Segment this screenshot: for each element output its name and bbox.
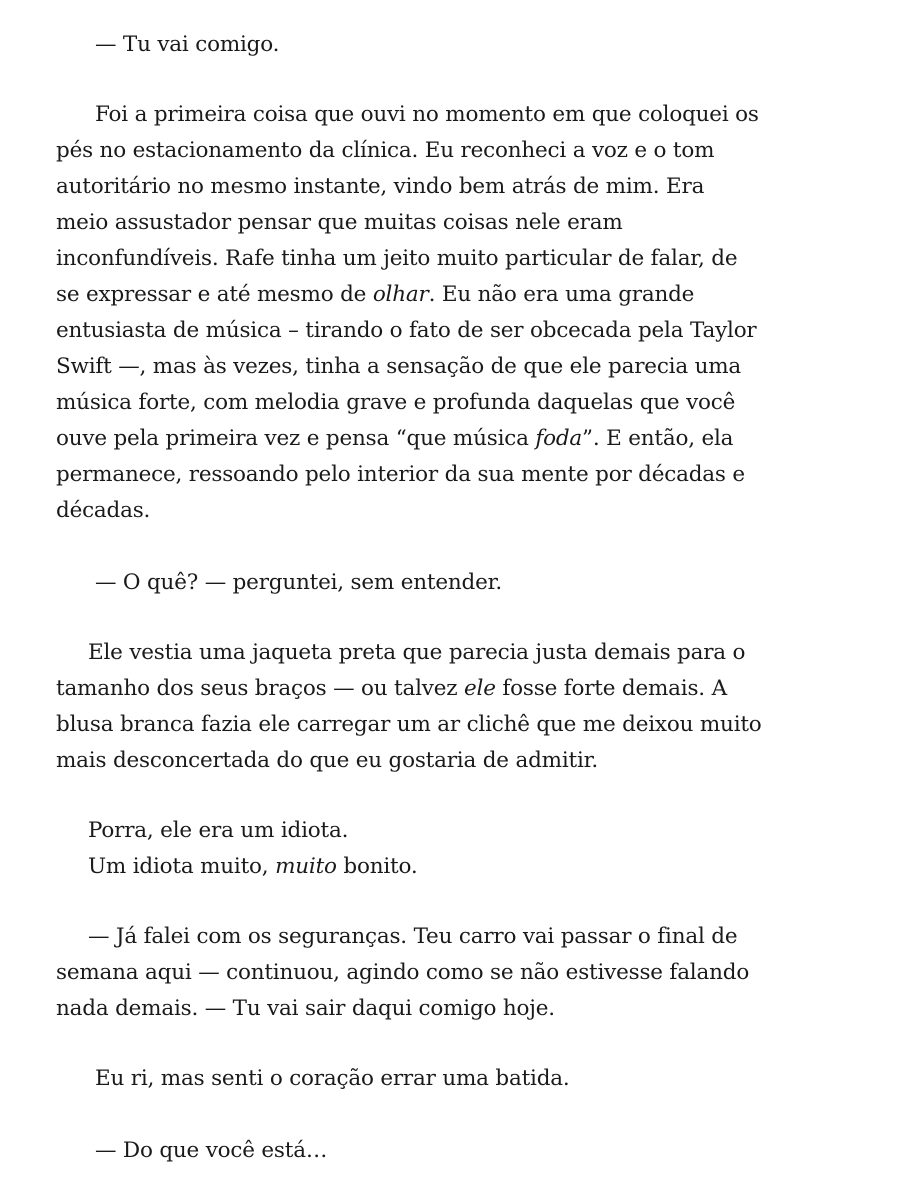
paragraph-line xyxy=(56,278,694,312)
text-segment: fosse forte demais. A xyxy=(495,676,727,701)
paragraph-line xyxy=(56,672,727,706)
paragraph-line xyxy=(56,386,735,420)
emphasis-text: olhar xyxy=(372,282,429,307)
dialogue-line xyxy=(56,956,749,990)
text-line: blusa branca fazia ele carregar um ar clichê que me deixou muito xyxy=(56,712,762,737)
dialogue-line xyxy=(95,28,279,62)
paragraph-line xyxy=(56,134,714,168)
text-line: meio assustador pensar que muitas coisas nele eram xyxy=(56,210,623,235)
text-line: Porra, ele era um idiota. xyxy=(88,818,349,843)
text-line: permanece, ressoando pelo interior da sua mente por décadas e xyxy=(56,462,745,487)
text-line: inconfundíveis. Rafe tinha um jeito muito particular de falar, de xyxy=(56,246,738,271)
paragraph-line xyxy=(56,242,737,276)
text-line: — Já falei com os seguranças. Teu carro vai passar o final de xyxy=(88,924,738,949)
paragraph-line xyxy=(56,314,757,348)
text-line: — Tu vai comigo. xyxy=(95,32,280,57)
text-line: — Do que você está… xyxy=(95,1138,328,1163)
paragraph-line xyxy=(88,850,417,884)
text-line: décadas. xyxy=(56,498,151,523)
text-line: semana aqui — continuou, agindo como se não estivesse falando xyxy=(56,960,750,985)
paragraph-line xyxy=(56,170,704,204)
paragraph-line xyxy=(56,458,745,492)
text-line: música forte, com melodia grave e profunda daquelas que você xyxy=(56,390,736,415)
paragraph-line xyxy=(88,636,745,670)
dialogue-line xyxy=(95,566,502,600)
text-segment: tamanho dos seus braços — ou talvez xyxy=(56,676,465,701)
emphasis-text: foda xyxy=(535,426,583,451)
text-line: entusiasta de música – tirando o fato de ser obcecada pela Taylor xyxy=(56,318,757,343)
text-line: Swift —, mas às vezes, tinha a sensação de que ele parecia uma xyxy=(56,354,742,379)
paragraph-line xyxy=(56,744,598,778)
text-line: nada demais. — Tu vai sair daqui comigo hoje. xyxy=(56,996,555,1021)
dialogue-line xyxy=(56,992,555,1026)
text-line: pés no estacionamento da clínica. Eu reconheci a voz e o tom xyxy=(56,138,715,163)
paragraph-line xyxy=(95,1062,570,1096)
emphasis-text: ele xyxy=(464,676,496,701)
paragraph-line xyxy=(56,494,150,528)
text-line: Eu ri, mas senti o coração errar uma batida. xyxy=(95,1066,570,1091)
text-segment: ouve pela primeira vez e pensa “que música xyxy=(56,426,536,451)
paragraph-line xyxy=(56,422,733,456)
text-line: Ele vestia uma jaqueta preta que parecia justa demais para o xyxy=(88,640,746,665)
text-segment: ”. E então, ela xyxy=(582,426,734,451)
text-segment: Um idiota muito, xyxy=(88,854,276,879)
text-segment: se expressar e até mesmo de xyxy=(56,282,373,307)
text-segment: bonito. xyxy=(336,854,418,879)
emphasis-text: muito xyxy=(275,854,337,879)
text-line: Foi a primeira coisa que ouvi no momento em que coloquei os xyxy=(95,102,759,127)
text-line: — O quê? — perguntei, sem entender. xyxy=(95,570,502,595)
paragraph-line xyxy=(56,350,741,384)
paragraph-line xyxy=(88,814,348,848)
text-line: autoritário no mesmo instante, vindo bem atrás de mim. Era xyxy=(56,174,705,199)
paragraph-line xyxy=(95,98,759,132)
text-segment: . Eu não era uma grande xyxy=(428,282,695,307)
dialogue-line xyxy=(88,920,737,954)
dialogue-line xyxy=(95,1134,327,1168)
paragraph-line xyxy=(56,206,623,240)
paragraph-line xyxy=(56,708,762,742)
text-line: mais desconcertada do que eu gostaria de admitir. xyxy=(56,748,598,773)
